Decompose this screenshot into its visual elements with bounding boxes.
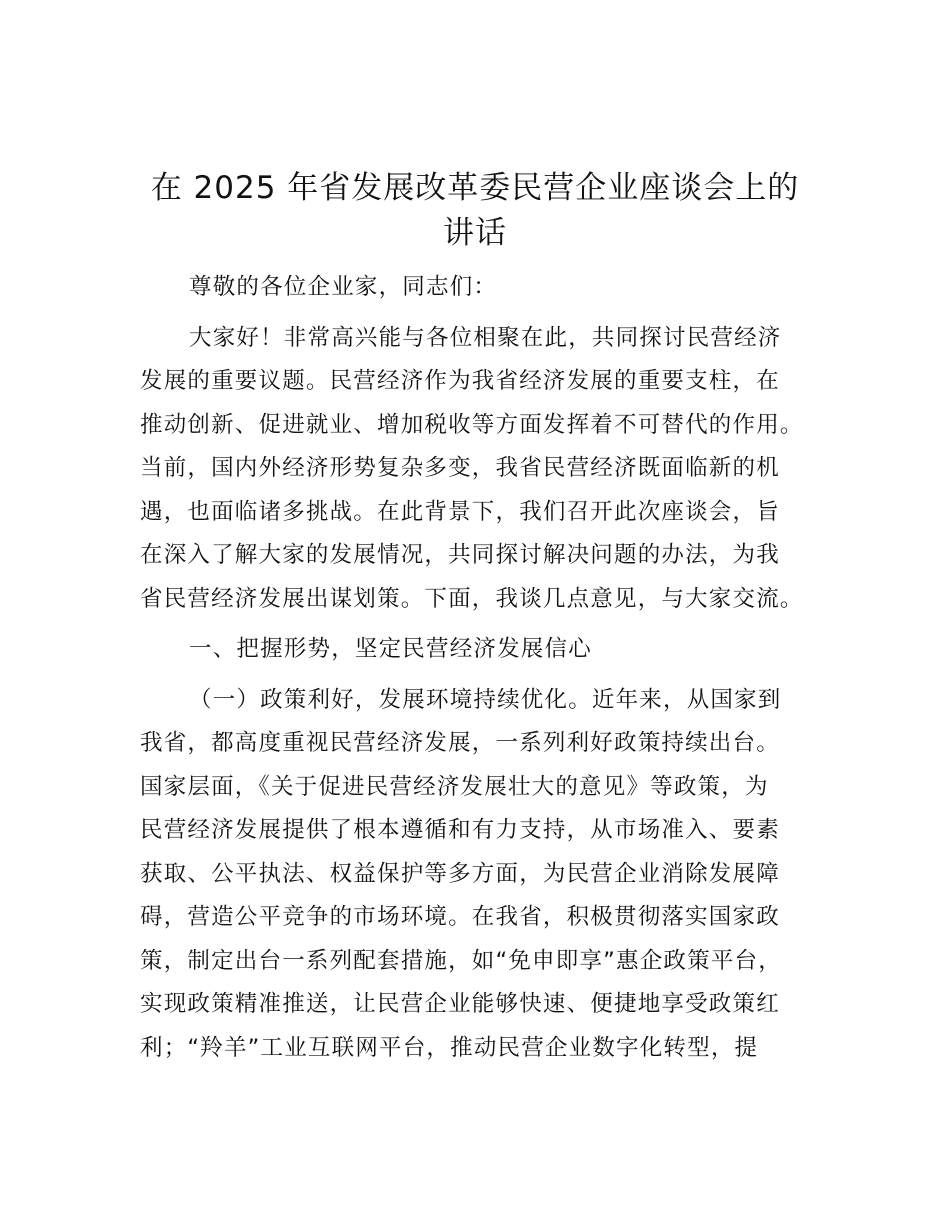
text-line: 获取、公平执法、权益保护等多方面，为民营企业消除发展障 — [140, 860, 780, 887]
text-line: 利；“羚羊”工业互联网平台，推动民营企业数字化转型，提 — [140, 1034, 759, 1061]
text-line: 实现政策精准推送，让民营企业能够快速、便捷地享受政策红 — [140, 991, 780, 1017]
text-line: 推动创新、促进就业、增加税收等方面发挥着不可替代的作用。 — [140, 411, 804, 438]
document-title-line-1: 在 2025 年省发展改革委民营企业座谈会上的 — [150, 170, 800, 206]
text-line: 我省，都高度重视民营经济发展，一系列利好政策持续出台。 — [140, 730, 780, 756]
text-line: 发展的重要议题。民营经济作为我省经济发展的重要支柱，在 — [140, 368, 780, 394]
text-line: 遇，也面临诸多挑战。在此背景下，我们召开此次座谈会，旨 — [140, 498, 780, 525]
greeting-paragraph — [140, 266, 840, 310]
text-line: 碍，营造公平竞争的市场环境。在我省，积极贯彻落实国家政 — [140, 904, 780, 930]
section-1-heading: 一、把握形势，坚定民营经济发展信心 — [189, 636, 592, 662]
text-line: （一）政策利好，发展环境持续优化。近年来，从国家到 — [189, 686, 782, 713]
text-line: 省民营经济发展出谋划策。下面，我谈几点意见，与大家交流。 — [140, 585, 804, 612]
text-line: 当前，国内外经济形势复杂多变，我省民营经济既面临新的机 — [140, 455, 780, 481]
intro-paragraph — [140, 317, 840, 622]
section-heading — [140, 628, 840, 672]
text-line: 大家好！非常高兴能与各位相聚在此，共同探讨民营经济 — [189, 324, 782, 351]
document-title-line-2: 讲话 — [443, 215, 507, 251]
text-line: 国家层面，《关于促进民营经济发展壮大的意见》等政策，为 — [140, 773, 769, 800]
greeting-text: 尊敬的各位企业家，同志们： — [189, 274, 498, 300]
text-line: 民营经济发展提供了根本遵循和有力支持，从市场准入、要素 — [140, 817, 780, 843]
text-line: 在深入了解大家的发展情况，共同探讨解决问题的办法，为我 — [140, 542, 780, 568]
subsection-1-paragraph — [140, 679, 840, 1071]
document-body — [140, 266, 840, 1077]
text-line: 策，制定出台一系列配套措施，如“免申即享”惠企政策平台， — [140, 947, 782, 974]
